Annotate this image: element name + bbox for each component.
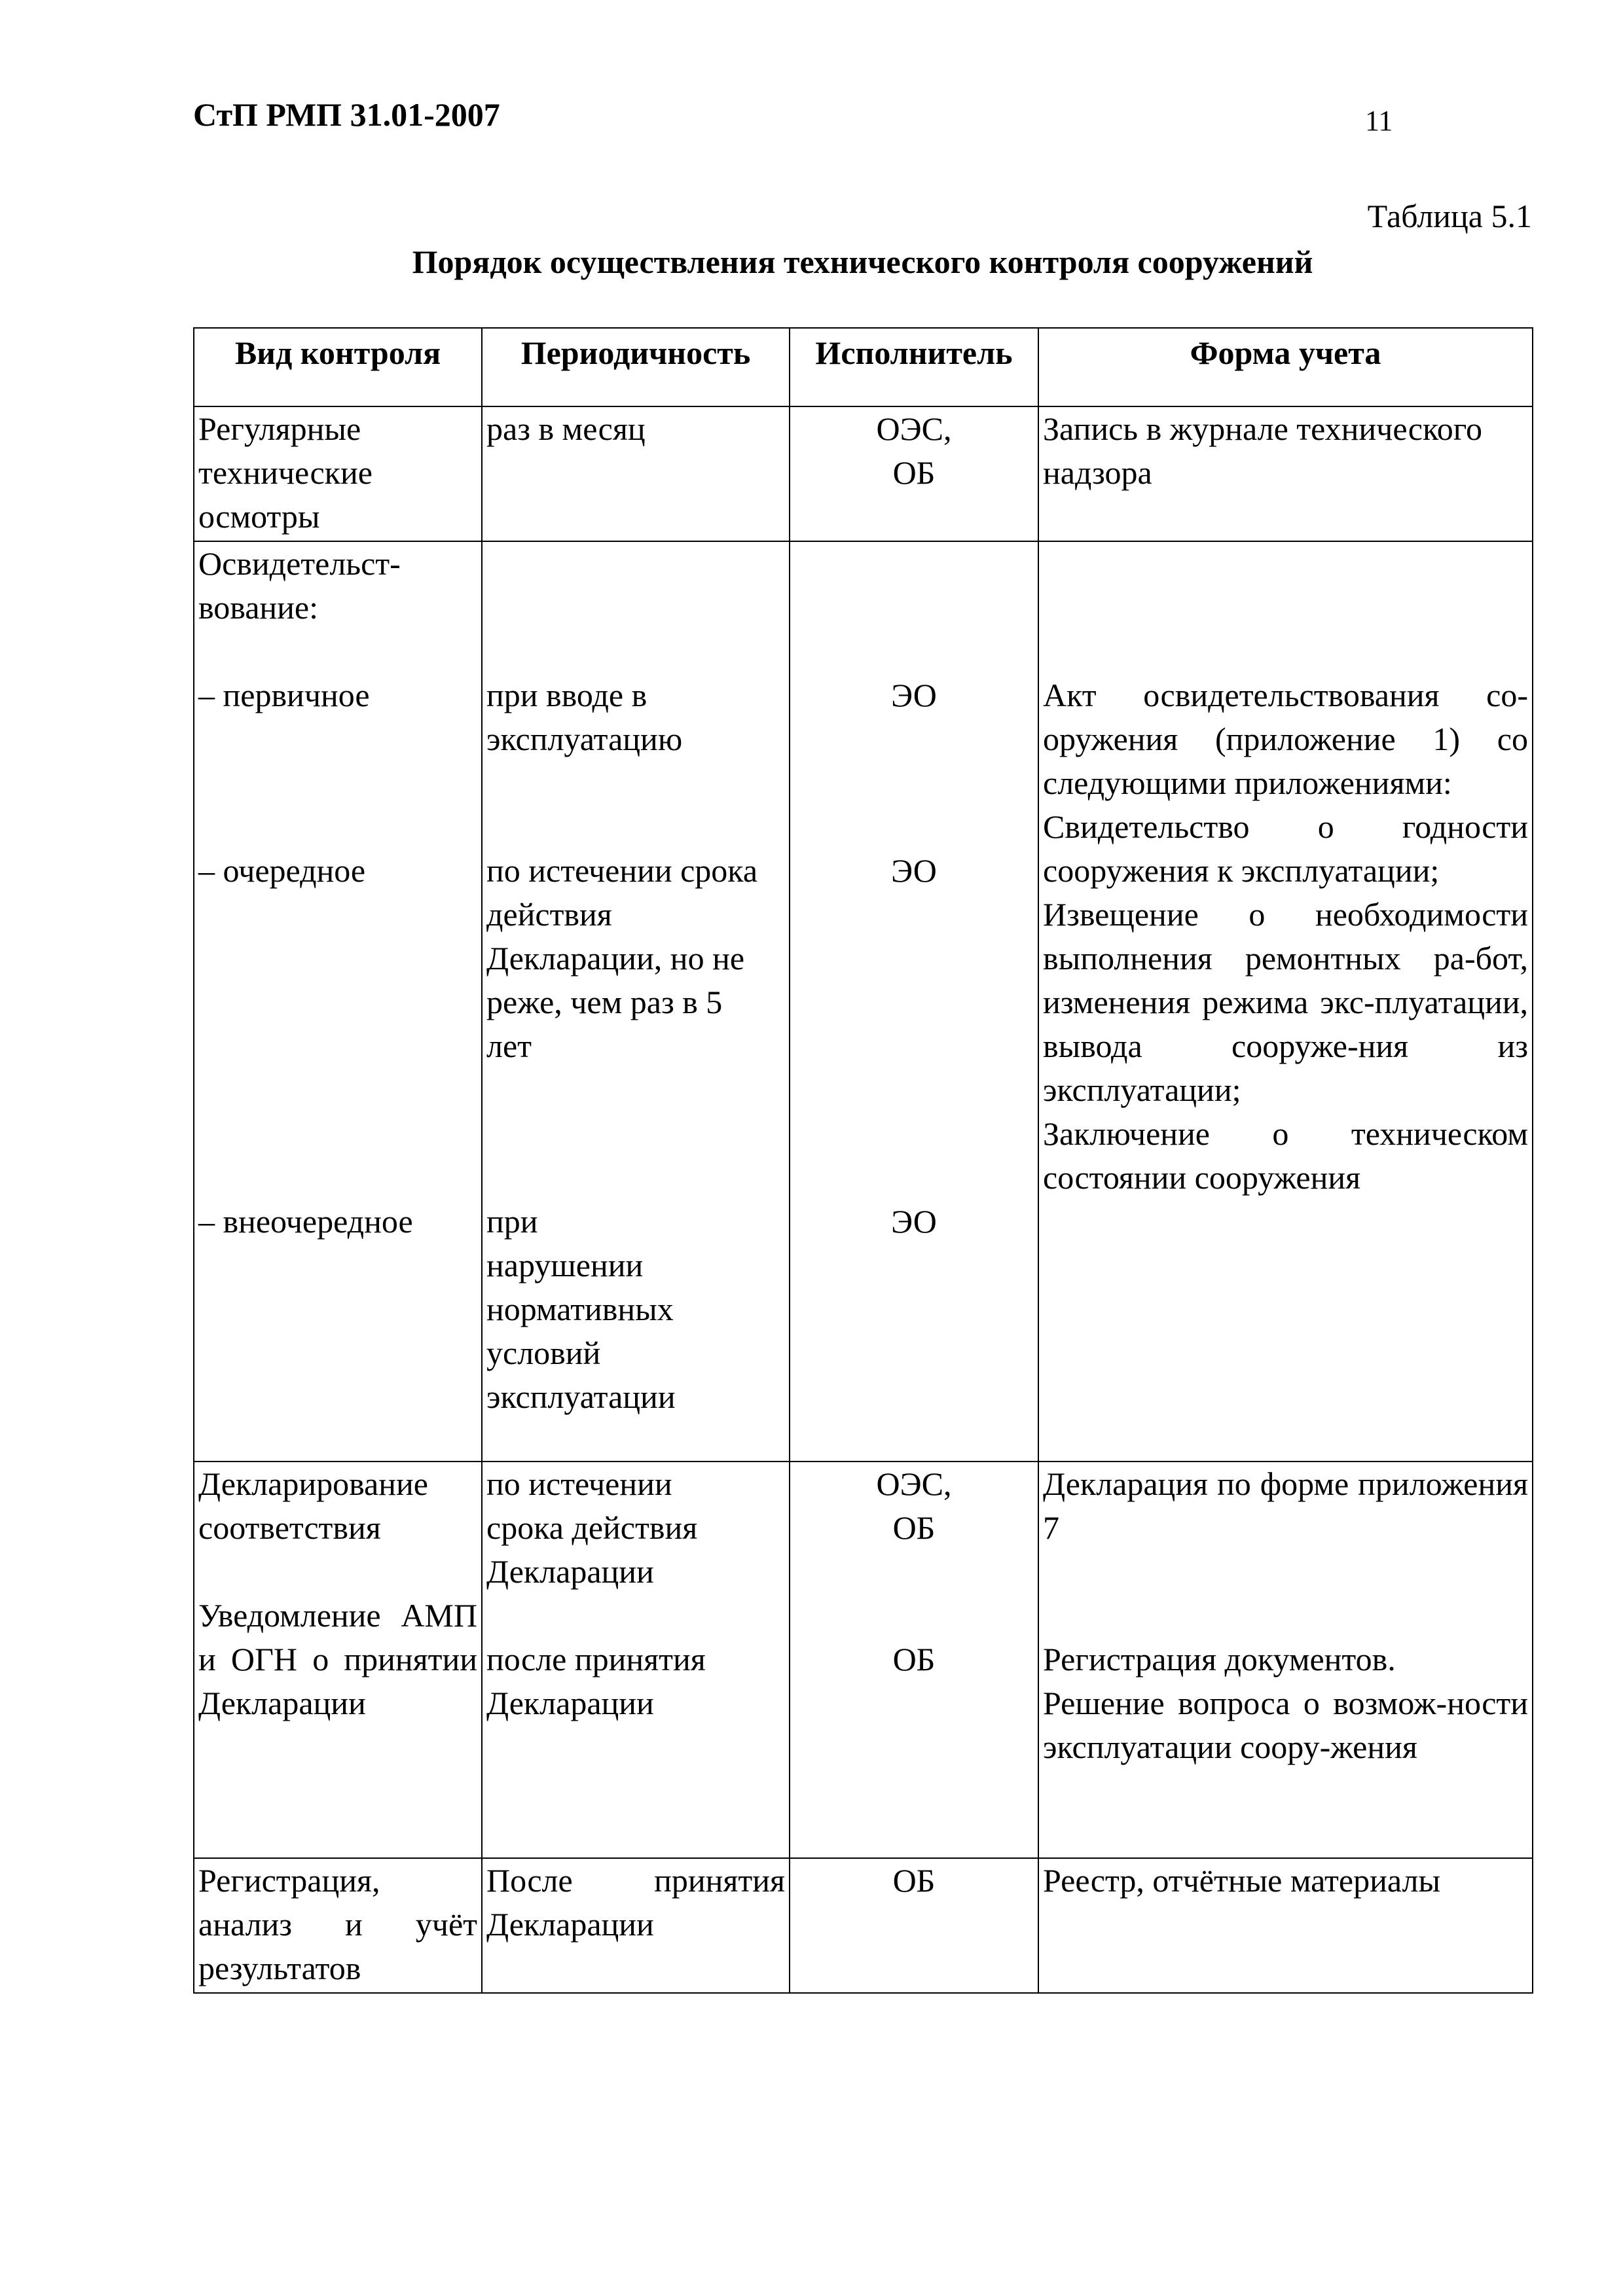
table-row [194,1858,1533,1993]
executor-line: ОЭС, [876,410,952,447]
form-act: Акт освидетельствования со-оружения (приложение 1) со следующими приложениями: [1043,677,1528,801]
form-declaration: Декларация по форме приложения 7 [1043,1465,1528,1546]
form-registration: Регистрация документов. [1043,1641,1396,1677]
table-title: Порядок осуществления технического контроля сооружений [412,243,1313,280]
cell-kind: Регулярные технические осмотры [194,406,482,541]
kind-declaration: Декларирование соответствия [198,1465,428,1546]
table-row [194,1462,1533,1858]
kind-regular: – очередное [198,852,366,889]
table-number: Таблица 5.1 [1367,198,1532,234]
kind-title: Освидетельст-вование: [198,545,401,626]
form-conclusion: Заключение о техническом состоянии сооружения [1043,1115,1528,1196]
document-code: СтП РМП 31.01-2007 [193,96,500,133]
cell-form: Запись в журнале технического надзора [1038,406,1533,541]
cell-period: После принятия Декларации [482,1858,790,1993]
column-header-executor: Исполнитель [790,328,1038,406]
form-certificate: Свидетельство о годности сооружения к эксплуатации; [1043,808,1528,889]
cell-kind [194,541,482,1462]
executor-extra: ЭО [891,1203,937,1240]
kind-extra: – внеочередное [198,1203,413,1240]
period-notification: после принятия Декларации [486,1641,706,1721]
form-decision: Решение вопроса о возмож-ности эксплуатации соору-жения [1043,1685,1528,1765]
column-header-period: Периодичность [482,328,790,406]
table-row [194,406,1533,541]
executor-primary: ЭО [891,677,937,713]
technical-control-table [193,327,1533,1994]
cell-form: Реестр, отчётные материалы [1038,1858,1533,1993]
period-extra: при нарушении нормативных условий эксплуатации [486,1203,676,1415]
executor-line: ОБ [892,1641,936,1677]
page-number: 11 [1365,105,1393,137]
column-header-form: Форма учета [1038,328,1533,406]
executor-line: ОБ [892,1509,936,1546]
period-regular: по истечении срока действия Декларации, но не реже, чем раз в 5 лет [486,852,758,1064]
executor-line: ОЭС, [876,1465,952,1502]
cell-period: раз в месяц [482,406,790,541]
period-declaration: по истечении срока действия Декларации [486,1465,698,1590]
cell-period [482,541,790,1462]
period-primary: при вводе в эксплуатацию [486,677,683,757]
cell-kind [194,1462,482,1858]
cell-executor [790,541,1038,1462]
table-row [194,541,1533,1462]
kind-notification: Уведомление АМП и ОГН о принятии Декларации [198,1597,477,1721]
cell-form [1038,1462,1533,1858]
cell-executor [790,1462,1038,1858]
form-notice: Извещение о необходимости выполнения ремонтных ра-бот, изменения режима экс-плуатации, вывода сооруже-ния из эксплуатации; [1043,896,1528,1108]
cell-executor [790,406,1038,541]
cell-kind: Регистрация, анализ и учёт результатов [194,1858,482,1993]
cell-executor: ОБ [790,1858,1038,1993]
column-header-kind: Вид контроля [194,328,482,406]
table-header-row [194,328,1533,406]
kind-primary: – первичное [198,677,370,713]
cell-form [1038,541,1533,1462]
executor-regular: ЭО [891,852,937,889]
executor-line: ОБ [892,454,936,491]
cell-period [482,1462,790,1858]
